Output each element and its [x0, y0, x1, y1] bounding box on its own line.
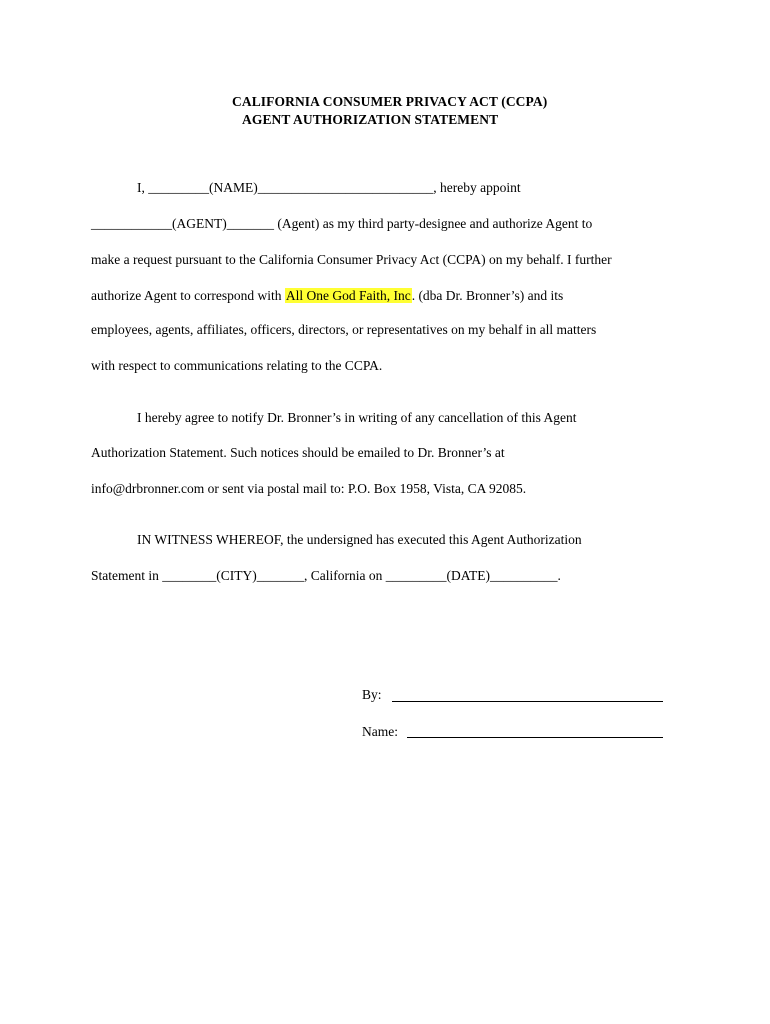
paragraph1-line4-before: authorize Agent to correspond with: [91, 288, 285, 303]
paragraph2-line3: info@drbronner.com or sent via postal mail to: P.O. Box 1958, Vista, CA 92085.: [91, 481, 527, 496]
paragraph1-line4-after: . (dba Dr. Bronner’s) and its: [411, 288, 564, 303]
paragraph2-line1: I hereby agree to notify Dr. Bronner’s in writing of any cancellation of this Agent: [137, 410, 577, 425]
paragraph1-line6: with respect to communications relating to the CCPA.: [91, 358, 383, 373]
paragraph1-line5: employees, agents, affiliates, officers, directors, or representatives on my behalf in all matters: [91, 322, 597, 337]
document-title-line1: CALIFORNIA CONSUMER PRIVACY ACT (CCPA): [232, 94, 548, 109]
name-signature-line: [407, 737, 663, 738]
by-signature-line: [392, 701, 663, 702]
highlighted-company-name: All One God Faith, Inc: [285, 288, 411, 303]
document-title-line2: AGENT AUTHORIZATION STATEMENT: [242, 112, 499, 127]
paragraph1-line1: I, _________(NAME)__________________________, hereby appoint: [137, 180, 521, 195]
paragraph3-line2: Statement in ________(CITY)_______, California on _________(DATE)__________.: [91, 568, 561, 583]
paragraph1-line3: make a request pursuant to the California Consumer Privacy Act (CCPA) on my behalf. I further: [91, 252, 612, 267]
paragraph1-line2: ____________(AGENT)_______ (Agent) as my third party-designee and authorize Agent to: [91, 216, 593, 231]
paragraph2-line2: Authorization Statement. Such notices should be emailed to Dr. Bronner’s at: [91, 445, 505, 460]
paragraph3-line1: IN WITNESS WHEREOF, the undersigned has executed this Agent Authorization: [137, 532, 582, 547]
by-label: By:: [362, 687, 382, 702]
paragraph1-line4: [91, 288, 563, 304]
name-label: Name:: [362, 724, 398, 739]
